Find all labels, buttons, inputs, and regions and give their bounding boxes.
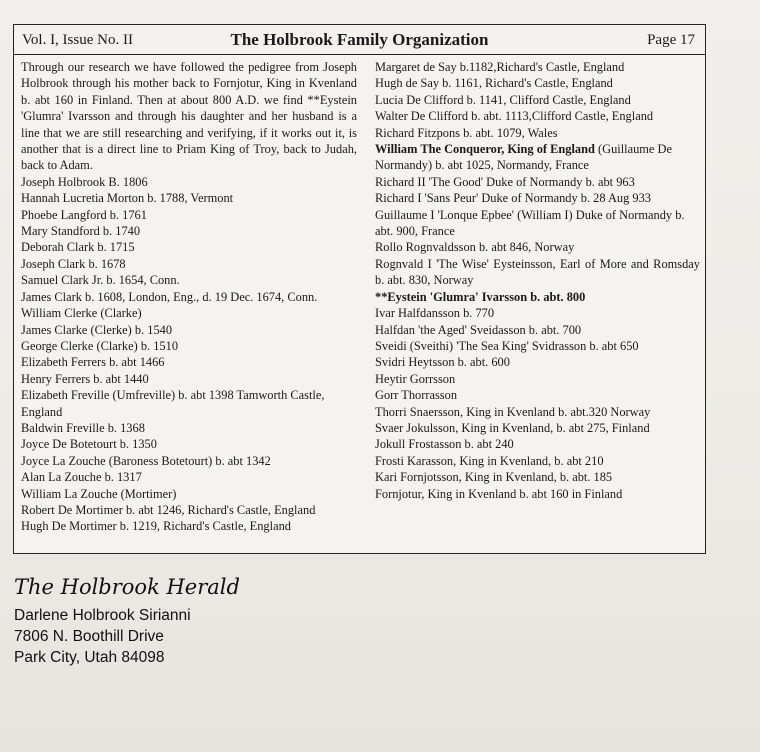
pedigree-entry: Alan La Zouche b. 1317 bbox=[21, 470, 142, 485]
pedigree-entry: Rollo Rognvaldsson b. abt 846, Norway bbox=[375, 240, 575, 255]
pedigree-entry: James Clark b. 1608, London, Eng., d. 19 Dec. 1674, Conn. bbox=[21, 289, 318, 304]
pedigree-entry: Guillaume I 'Lonque Epbee' (William I) Duke of Normandy b. abt. 900, France bbox=[375, 207, 685, 239]
page-number: Page 17 bbox=[647, 32, 695, 48]
city-state-zip: Park City, Utah 84098 bbox=[14, 649, 165, 666]
pedigree-entry: Hugh de Say b. 1161, Richard's Castle, England bbox=[375, 76, 613, 91]
newsletter-title: The Holbrook Family Organization bbox=[230, 30, 489, 49]
pedigree-entry: Mary Standford b. 1740 bbox=[21, 224, 141, 239]
page-header bbox=[13, 24, 706, 55]
pedigree-entry: Samuel Clark Jr. b. 1654, Conn. bbox=[21, 273, 180, 288]
right-column bbox=[375, 59, 700, 502]
pedigree-entry: Margaret de Say b.1182,Richard's Castle, England bbox=[375, 60, 625, 74]
recipient-name: Darlene Holbrook Sirianni bbox=[14, 607, 191, 624]
pedigree-entry: Gorr Thorrasson bbox=[375, 388, 458, 403]
pedigree-entry: Heytir Gorrsson bbox=[375, 371, 456, 386]
intro-paragraph: Through our research we have followed the pedigree from Joseph Holbrook through his mother back to Fornjotur, King in Kvenland b. abt 160 in Finland. Then at about 800 A.D. we find **Eystein 'Glumra' Ivarsson and through his daughter and her husband is a line that we are still researching and verifying, if it works out it, is another that is a direct line to Priam King of Troy, back to Judah, back to Adam. bbox=[21, 60, 357, 173]
pedigree-entry: Elizabeth Ferrers b. abt 1466 bbox=[21, 355, 165, 370]
issue-label: Vol. I, Issue No. II bbox=[22, 32, 133, 48]
pedigree-entry: Hugh De Mortimer b. 1219, Richard's Castle, England bbox=[21, 519, 291, 534]
william-name: William The Conqueror, King of England bbox=[375, 142, 595, 157]
pedigree-entry: Hannah Lucretia Morton b. 1788, Vermont bbox=[21, 191, 234, 206]
pedigree-entry: William La Zouche (Mortimer) bbox=[21, 486, 177, 501]
pedigree-entry: Svidri Heytsson b. abt. 600 bbox=[375, 355, 510, 370]
pedigree-entry: Richard Fitzpons b. abt. 1079, Wales bbox=[375, 125, 558, 140]
pedigree-entry: Henry Ferrers b. abt 1440 bbox=[21, 371, 149, 386]
pedigree-entry: Walter De Clifford b. abt. 1113,Clifford Castle, England bbox=[375, 109, 654, 124]
pedigree-entry: Fornjotur, King in Kvenland b. abt 160 in Finland bbox=[375, 486, 623, 501]
street-address: 7806 N. Boothill Drive bbox=[14, 628, 164, 645]
pedigree-box bbox=[13, 55, 706, 554]
pedigree-entry: Joseph Holbrook B. 1806 bbox=[21, 174, 148, 189]
pedigree-entry: Phoebe Langford b. 1761 bbox=[21, 207, 147, 222]
pedigree-entry: Rognvald I 'The Wise' Eysteinsson, Earl of More and Romsday b. abt. 830, Norway bbox=[375, 256, 700, 288]
eystein-entry: **Eystein 'Glumra' Ivarsson b. abt. 800 bbox=[375, 289, 586, 304]
pedigree-entry: Frosti Karasson, King in Kvenland, b. abt 210 bbox=[375, 453, 604, 468]
pedigree-entry: Richard II 'The Good' Duke of Normandy b. abt 963 bbox=[375, 174, 635, 189]
pedigree-entry: Svaer Jokulsson, King in Kvenland, b. abt 275, Finland bbox=[375, 420, 650, 435]
pedigree-entry: Sveidi (Sveithi) 'The Sea King' Svidrasson b. abt 650 bbox=[375, 338, 639, 353]
left-column bbox=[21, 59, 357, 535]
pedigree-entry: Ivar Halfdansson b. 770 bbox=[375, 306, 495, 321]
pedigree-entry: Joyce La Zouche (Baroness Botetourt) b. abt 1342 bbox=[21, 453, 271, 468]
pedigree-entry: Deborah Clark b. 1715 bbox=[21, 240, 135, 255]
pedigree-entry: Elizabeth Freville (Umfreville) b. abt 1398 Tamworth Castle, England bbox=[21, 388, 325, 419]
william-entry bbox=[375, 141, 700, 174]
pedigree-entry: George Clerke (Clarke) b. 1510 bbox=[21, 338, 179, 353]
pedigree-entry: Robert De Mortimer b. abt 1246, Richard's Castle, England bbox=[21, 502, 316, 517]
pedigree-entry: Richard I 'Sans Peur' Duke of Normandy b. 28 Aug 933 bbox=[375, 191, 651, 206]
pedigree-entry: James Clarke (Clerke) b. 1540 bbox=[21, 322, 173, 337]
pedigree-entry: Halfdan 'the Aged' Sveidasson b. abt. 700 bbox=[375, 322, 582, 337]
pedigree-entry: Kari Fornjotsson, King in Kvenland, b. abt. 185 bbox=[375, 470, 613, 485]
pedigree-entry: Joseph Clark b. 1678 bbox=[21, 256, 126, 271]
pedigree-entry: Joyce De Botetourt b. 1350 bbox=[21, 437, 157, 452]
pedigree-entry: Jokull Frostasson b. abt 240 bbox=[375, 437, 514, 452]
herald-title: The Holbrook Herald bbox=[14, 575, 240, 599]
pedigree-entry: Thorri Snaersson, King in Kvenland b. abt.320 Norway bbox=[375, 404, 651, 419]
pedigree-entry: William Clerke (Clarke) bbox=[21, 306, 142, 321]
mailing-address-block bbox=[14, 575, 240, 668]
william-details: (Guillaume De Normandy) b. abt 1025, Normandy, France bbox=[375, 142, 672, 173]
pedigree-entry: Lucia De Clifford b. 1141, Clifford Castle, England bbox=[375, 92, 631, 107]
pedigree-entry: Baldwin Freville b. 1368 bbox=[21, 420, 145, 435]
